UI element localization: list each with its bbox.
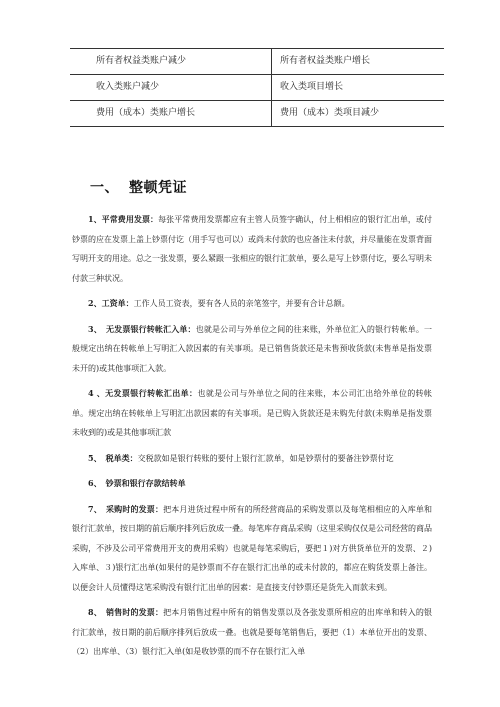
paragraph-term: 3、 无发票银行转帐汇入单： [88, 323, 196, 334]
paragraph-text: 把本月销售过程中所有的销售发票以及各张发票所相应的出库单和转入的银行汇款单，按日期的前后顺序排列后放成一叠。也就是要每笔销售后，要把（1）本单位开出的发票、（2）出库单、（3）银行汇入单(如是收钞票的而不存在银行汇入单 [72, 608, 432, 656]
paragraph-term: 5、 税单类： [88, 452, 138, 463]
paragraph-daily-expense-invoice [72, 210, 432, 288]
paragraph-sales-invoices [72, 603, 432, 662]
paragraph-term: 6、 钞票和银行存款结转单 [88, 478, 186, 488]
paragraph-term: 1、平常费用发票： [88, 214, 159, 224]
table-row [70, 101, 444, 127]
table-cell: 收入类项目增长 [271, 75, 444, 101]
paragraph-term: 7、 采购时的发票： [88, 503, 164, 514]
paragraph-text: 把本月进货过程中所有的所经营商品的采购发票以及每笔相相应的入库单和银行汇款单，按日期的前后顺序排列后放成一叠。每笔库存商品采购（这里采购仅仅是公司经营的商品采购，不涉及公司平常费用开支的费用采购）也就是每笔采购后，要把１)对方供货单位开的发票、２)入库单、３)银行汇出单(如果付的是钞票而不存在银行汇出单的或未付款的，都应在购货发票上备注。以便会计人员懂得这笔采购没有银行汇出单的因素：是直接支付钞票还是货先入而款未到。 [72, 504, 432, 592]
document-body [72, 210, 432, 668]
table-cell: 所有者权益类账户减少 [70, 49, 271, 75]
table-cell: 费用（成本）类项目减少 [271, 101, 444, 127]
paragraph-term: 4 、无发票银行转帐汇出单： [88, 388, 198, 398]
table-row [70, 49, 444, 75]
section-heading [90, 177, 187, 197]
paragraph-text: 每张平常费用发票都应有主管人员签字确认，付上相相应的银行汇出单，或付钞票的应在发票上盖上钞票付讫（用手写也可以）或尚未付款的也应备注未付款，并尽量能在发票背面写明开支的用途。总之一张发票，要么紧跟一张相应的银行汇款单，要么是写上钞票付讫，要么写明未付款三种状况。 [72, 215, 432, 283]
paragraph-term: 2、工资单： [88, 298, 134, 308]
paragraph-payroll [72, 294, 432, 314]
section-number: 一、 [90, 180, 119, 196]
paragraph-bank-transfer-in [72, 320, 432, 379]
paragraph-term: 8、 销售时的发票： [88, 607, 164, 617]
paragraph-text: 也就是公司与外单位之间的往来账，外单位汇入的银行转帐单。一般规定出纳在转帐单上写明汇入款因素的有关事项。是已销售货款还是未售预收货款(未售单是指发票未开的)或其他事项汇入款。 [72, 324, 432, 373]
table-cell: 费用（成本）类账户增长 [70, 101, 271, 127]
table-cell: 所有者权益类账户增长 [271, 49, 444, 75]
paragraph-bank-transfer-out [72, 384, 432, 443]
account-table [70, 48, 444, 127]
paragraph-purchase-invoices [72, 500, 432, 598]
table-cell: 收入类账户减少 [70, 75, 271, 101]
table-row [70, 75, 444, 101]
section-title: 整顿凭证 [129, 180, 187, 196]
paragraph-cash-bank-transfer [72, 474, 432, 494]
paragraph-tax-documents [72, 449, 432, 469]
paragraph-text: 交税款如是银行转账的要付上银行汇款单，如是钞票付的要备注钞票付讫 [137, 453, 394, 463]
paragraph-text: 也就是公司与外单位之间的往来账，本公司汇出给外单位的转帐单。规定出纳在转帐单上写明汇出款因素的有关事项。是已购入货款还是未购先付款(未购单是指发票未收到的)或是其他事项汇款 [72, 389, 432, 437]
paragraph-text: 工作人员工资表，要有各人员的亲笔签字，并要有合计总额。 [133, 299, 350, 308]
